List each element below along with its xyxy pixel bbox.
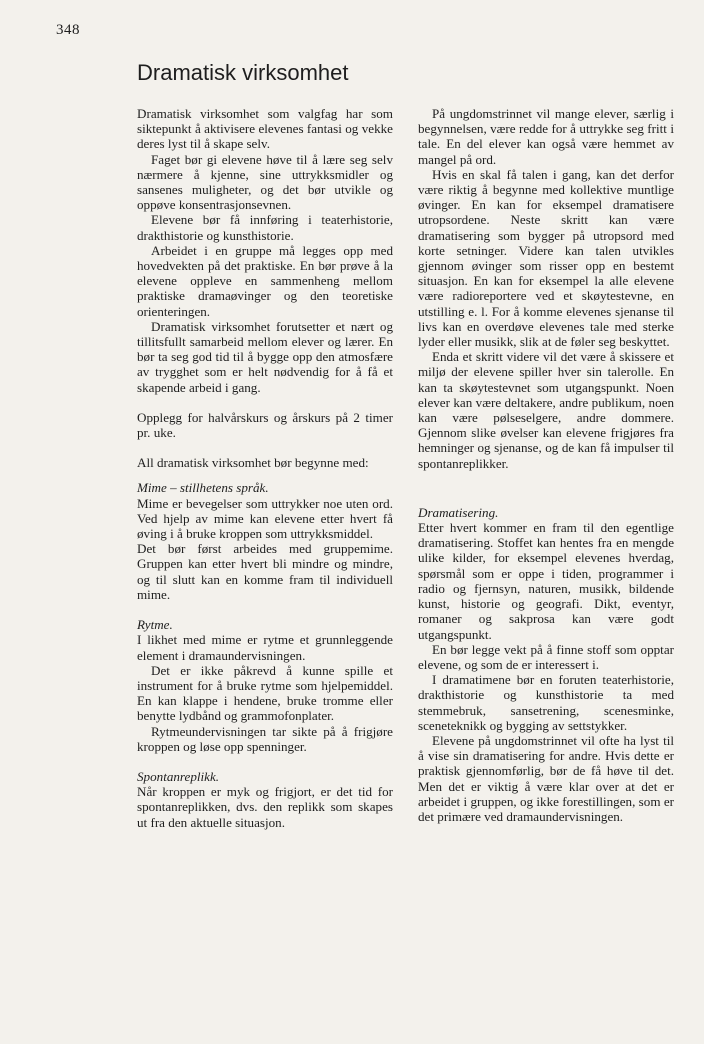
page-number: 348 — [56, 22, 80, 38]
right-column — [418, 106, 674, 824]
body-paragraph: Hvis en skal få talen i gang, kan det derfor være riktig å begynne med kollektive muntlige øvinger. En kan for eksempel dramatisere utropsordene. Neste skritt kan være dramatisering som bygger på utropsord med korte setninger. Videre kan talen utvikles gjennom øvinger som risser opp en bestemt situasjon. En kan for eksempel la alle elevene være radioreportere ved et skøytestevne, en utstilling e. l. For å komme elevenes sjenanse til livs kan en overdøve elevenes tale med sterke lyder eller musikk, slik at de føler seg beskyttet. — [418, 166, 674, 350]
body-paragraph: Det er ikke påkrevd å kunne spille et instrument for å bruke rytme som hjelpemiddel. En kan klappe i hendene, bruke tromme eller benytte lydbånd og grammofonplater. — [137, 662, 393, 724]
body-paragraph: Arbeidet i en gruppe må legges opp med hovedvekten på det praktiske. En bør prøve å la elevene oppleve en sammenheng mellom praktiske dramaøvinger og den teoretiske orienteringen. — [137, 242, 393, 319]
body-paragraph: Rytmeundervisningen tar sikte på å frigjøre kroppen og løse opp spenninger. — [137, 723, 393, 754]
section-heading-rytme: Rytme. — [137, 617, 173, 633]
body-paragraph: På ungdomstrinnet vil mange elever, særlig i begynnelsen, være redde for å uttrykke seg fritt i tale. En del elever kan også være hemmet av mangel på ord. — [418, 106, 674, 167]
body-paragraph: Etter hvert kommer en fram til den egentlige dramatisering. Stoffet kan hentes fra en mengde ulike kilder, for eksempel elevenes hverdag, spørsmål som er oppe i tiden, programmer i radio og fjernsyn, naturen, musikk, bildende kunst, historie og geografi. Dikt, eventyr, romaner og sakprosa kan være godt utgangspunkt. — [418, 520, 674, 642]
body-paragraph: I likhet med mime er rytme et grunnleggende element i dramaundervisningen. — [137, 632, 393, 663]
body-paragraph: Elevene bør få innføring i teaterhistorie, drakthistorie og kunsthistorie. — [137, 212, 393, 243]
section-heading-dramatisering: Dramatisering. — [418, 504, 499, 520]
body-paragraph: Mime er bevegelser som uttrykker noe uten ord. Ved hjelp av mime kan elevene etter hvert få øving i å bruke kroppen som uttrykksmiddel. — [137, 495, 393, 542]
section-heading-mime: Mime – stillhetens språk. — [137, 480, 269, 496]
body-paragraph: All dramatisk virksomhet bør begynne med: — [137, 455, 369, 471]
body-paragraph: Det bør først arbeides med gruppemime. Gruppen kan etter hvert bli mindre og mindre, og til slutt kan en komme fram til individuell mime. — [137, 541, 393, 602]
body-paragraph: En bør legge vekt på å finne stoff som opptar elevene, og som de er interessert i. — [418, 641, 674, 672]
body-paragraph: Enda et skritt videre vil det være å skissere et miljø der elevene spiller hver sin talerolle. En kan ta skøytestevnet som utgangspunkt. Noen elever kan være deltakere, andre publikum, noen kan være pølseselgere, andre dommere. Gjennom slike øvelser kan elevene frigjøres fra hemninger og sjenanse, og de kan få impulser til spontanreplikker. — [418, 349, 674, 471]
body-paragraph: Dramatisk virksomhet forutsetter et nært og tillitsfullt samarbeid mellom elever og lærer. En bør ta seg god tid til å bygge opp den atmosfære av trygghet som er helt nødvendig for å få et skapende arbeid i gang. — [137, 318, 393, 395]
intro-paragraph: Dramatisk virksomhet som valgfag har som siktepunkt å aktivisere elevenes fantasi og vekke deres lyst til å skape selv. — [137, 106, 393, 152]
section-heading-spontanreplikk: Spontanreplikk. — [137, 768, 220, 784]
course-plan-paragraph: Opplegg for halvårskurs og årskurs på 2 timer pr. uke. — [137, 409, 393, 441]
page-title: Dramatisk virksomhet — [137, 60, 349, 85]
body-paragraph: I dramatimene bør en foruten teaterhistorie, drakthistorie og kunsthistorie ta med stemmebruk, sansetrening, scenesminke, sceneteknikk og bygging av settstykker. — [418, 672, 674, 733]
body-paragraph: Elevene på ungdomstrinnet vil ofte ha lyst til å vise sin dramatisering for andre. Hvis dette er praktisk gjennomførlig, bør de få høve til det. Men det er viktig å være klar over at det er arbeidet i gruppen, og ikke forestillingen, som er det primære ved dramaundervisningen. — [418, 732, 674, 824]
body-paragraph: Når kroppen er myk og frigjort, er det tid for spontanreplikken, dvs. den replikk som skapes ut fra den aktuelle situasjon. — [137, 784, 393, 830]
left-column — [137, 106, 393, 830]
body-paragraph: Faget bør gi elevene høve til å lære seg selv nærmere å kjenne, sine uttrykksmidler og sansenes muligheter, og det bør utvikle og oppøve konsentrasjonsevnen. — [137, 151, 393, 213]
